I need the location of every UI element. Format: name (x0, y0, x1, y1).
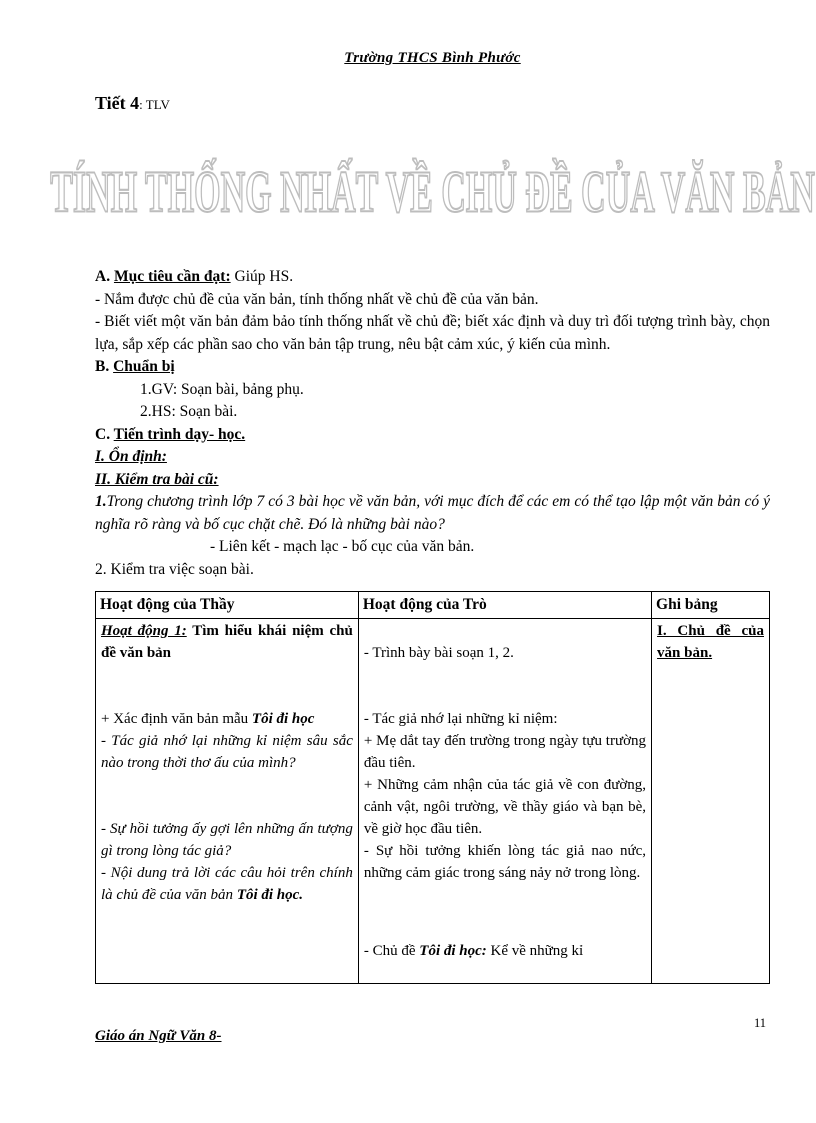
activity-table (95, 591, 770, 984)
section-c-heading (95, 424, 770, 447)
kiem-tra-question-2: 2. Kiểm tra việc soạn bài. (95, 560, 254, 578)
student-answer-6 (364, 940, 646, 962)
muc-tieu-point-2: - Biết viết một văn bản đảm bảo tính thống nhất về chủ đề; biết xác định và duy trì đối tượng trình bày, chọn lựa, sắp xếp các phần sao cho văn bản tập trung, nêu bật cảm xúc, ý kiến của mình. (95, 313, 770, 353)
section-a-label: A. (95, 268, 114, 285)
student-answer-6-title-ref: Tôi đi học: (419, 943, 487, 959)
spacer (101, 664, 353, 708)
muc-tieu-point-1: - Nắm được chủ đề của văn bản, tính thống nhất về chủ đề của văn bản. (95, 290, 539, 308)
question-1-answer: - Liên kết - mạch lạc - bố cục của văn bản. (210, 538, 475, 555)
section-b-label: B. (95, 358, 114, 375)
question-1-text: Trong chương trình lớp 7 có 3 bài học về văn bản, với mục đích để các em có thể tạo lập một văn bản có ý nghĩa rõ ràng và bố cục chặt chẽ. Đó là những bài nào? (95, 493, 770, 533)
header-board-column: Ghi bảng (652, 592, 770, 619)
footer-doc-title-text: Giáo án Ngữ Văn 8- (95, 1028, 222, 1044)
spacer (364, 620, 646, 642)
student-answer-6-lead: - Chủ đề (363, 943, 420, 959)
teacher-question-a: - Tác giả nhớ lại những kỉ niệm sâu sắc nào trong thời thơ ấu của mình? (101, 733, 353, 771)
teacher-task-1-title-ref: Tôi đi học (251, 711, 315, 727)
spacer (101, 774, 353, 818)
section-c-label: C. (95, 425, 114, 443)
activity-1-title: Tìm hiểu khái niệm chủ đề văn bản (101, 623, 353, 661)
section-a-heading (95, 266, 770, 289)
header-student-column: Hoạt động của Trò (358, 592, 651, 619)
teacher-question-c (101, 862, 353, 906)
student-answer-6-tail: Kể về những kỉ (486, 943, 584, 959)
school-name: Trường THCS Bình Phước (344, 50, 521, 66)
chuan-bi-gv: 1.GV: Soạn bài, bảng phụ. (140, 380, 304, 398)
on-dinh-label: I. Ổn định: (95, 448, 167, 465)
on-dinh-heading (95, 446, 770, 469)
activity-1-heading (101, 620, 353, 664)
footer-doc-title (95, 1028, 222, 1045)
kiem-tra-question-1 (95, 491, 770, 536)
teacher-question-c-title-ref: Tôi đi học. (236, 887, 304, 903)
chuan-bi-hs: 2.HS: Soạn bài. (140, 403, 238, 420)
spacer (364, 884, 646, 940)
section-c-title: Tiến trình dạy- học. (113, 425, 246, 443)
section-b-title: Chuẩn bị (113, 358, 175, 375)
header-teacher-column: Hoạt động của Thầy (96, 592, 359, 619)
activity-table-header-row (96, 592, 770, 619)
school-header (95, 50, 770, 67)
wordart-title: TÍNH THỐNG NHẤT VỀ CHỦ ĐỀ CỦA VĂN BẢN (50, 160, 815, 226)
question-1-label: 1. (95, 493, 107, 510)
board-cell (652, 619, 770, 984)
board-heading-text: I. Chủ đề của văn bản. (657, 623, 764, 661)
spacer (364, 664, 646, 708)
kiem-tra-heading (95, 469, 770, 492)
wordart-title-block (50, 140, 815, 248)
teacher-task-1-text: + Xác định văn bản mẫu (101, 711, 252, 727)
page-number: 11 (753, 1016, 766, 1030)
teacher-task-1 (101, 708, 353, 730)
lesson-number-line (95, 93, 770, 114)
section-a-intro: Giúp HS. (230, 268, 294, 285)
teacher-question-b: - Sự hồi tưởng ấy gợi lên những ấn tượng gì trong lòng tác giả? (101, 821, 353, 859)
student-cell (358, 619, 651, 984)
kiem-tra-label: II. Kiểm tra bài cũ: (95, 470, 219, 488)
lesson-number: Tiết 4 (95, 93, 140, 113)
lesson-body (95, 266, 770, 984)
activity-1-label: Hoạt động 1: (101, 623, 187, 639)
student-answer-3: + Mẹ dắt tay đến trường trong ngày tựu trường đầu tiên. (363, 733, 647, 771)
lesson-type: : TLV (139, 97, 170, 112)
teacher-question-c-text: - Nội dung trả lời các câu hỏi trên chính là chủ đề của văn bản (101, 865, 353, 903)
section-a-title: Mục tiêu cần đạt: (113, 268, 231, 285)
page-content (50, 50, 815, 984)
board-heading (657, 620, 764, 664)
teacher-cell (96, 619, 359, 984)
student-answer-4: + Những cảm nhận của tác giả về con đường, cảnh vật, ngôi trường, về thầy giáo và bạn bè, về giờ học đầu tiên. (363, 777, 647, 837)
student-answer-2: - Tác giả nhớ lại những kỉ niệm: (363, 711, 558, 727)
student-answer-5: - Sự hồi tưởng khiến lòng tác giả nao nức, những cảm giác trong sáng nảy nở trong lòng. (363, 843, 647, 881)
student-answer-1: - Trình bày bài soạn 1, 2. (363, 645, 514, 661)
activity-table-body-row (96, 619, 770, 984)
section-b-heading (95, 356, 770, 379)
